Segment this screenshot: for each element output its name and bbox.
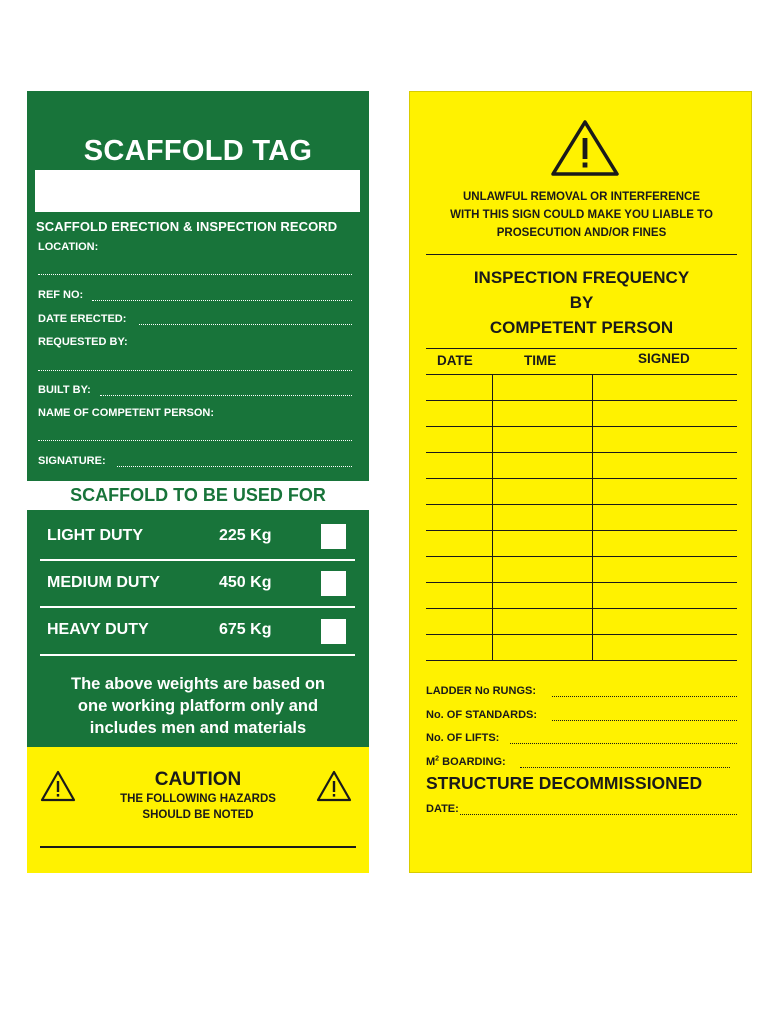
competent-person-label: NAME OF COMPETENT PERSON: xyxy=(38,407,215,419)
requested-by-label: REQUESTED BY: xyxy=(38,336,128,348)
ladder-rungs-line xyxy=(552,696,737,697)
divider xyxy=(40,559,355,561)
tag-title: SCAFFOLD TAG xyxy=(83,135,313,167)
ladder-rungs-label: LADDER No RUNGS: xyxy=(426,685,536,697)
divider xyxy=(426,348,737,349)
requested-by-line[interactable] xyxy=(38,370,352,371)
boarding-unit: M xyxy=(426,755,436,768)
standards-label: No. OF STANDARDS: xyxy=(426,709,538,721)
warning-line: WITH THIS SIGN COULD MAKE YOU LIABLE TO xyxy=(450,209,713,221)
removal-warning xyxy=(410,188,753,242)
table-row-line xyxy=(426,608,737,609)
heavy-duty-weight: 675 Kg xyxy=(219,621,272,638)
date-erected-line xyxy=(139,324,352,325)
location-line[interactable] xyxy=(38,274,352,275)
lifts-label: No. OF LIFTS: xyxy=(426,732,500,744)
warning-triangle-icon xyxy=(550,119,620,177)
warning-line: PROSECUTION AND/OR FINES xyxy=(496,227,667,239)
signature-line xyxy=(117,466,352,467)
heavy-duty-checkbox[interactable] xyxy=(321,619,346,644)
divider xyxy=(426,254,737,255)
scaffold-tag-front xyxy=(27,91,369,873)
table-row-line xyxy=(426,634,737,635)
inspection-table[interactable] xyxy=(426,374,737,661)
used-for-heading: SCAFFOLD TO BE USED FOR xyxy=(27,481,369,510)
table-row-line xyxy=(426,556,737,557)
table-column-line xyxy=(492,374,493,661)
weights-note-line: one working platform only and xyxy=(77,697,319,715)
frequency-line: BY xyxy=(569,293,594,312)
table-row-line xyxy=(426,478,737,479)
decommission-date-label: DATE: xyxy=(426,803,459,815)
competent-person-line[interactable] xyxy=(38,440,352,441)
tag-name-box[interactable] xyxy=(35,170,360,212)
light-duty-label: LIGHT DUTY xyxy=(47,527,143,544)
frequency-line: INSPECTION FREQUENCY xyxy=(473,268,690,287)
signature-label: SIGNATURE: xyxy=(38,455,106,467)
medium-duty-checkbox[interactable] xyxy=(321,571,346,596)
table-row-line xyxy=(426,504,737,505)
warning-triangle-icon xyxy=(316,770,352,802)
table-row-line xyxy=(426,400,737,401)
table-row-line xyxy=(426,374,737,375)
built-by-line xyxy=(100,395,352,396)
table-row-line xyxy=(426,660,737,661)
light-duty-weight: 225 Kg xyxy=(219,527,272,544)
table-column-line xyxy=(592,374,593,661)
medium-duty-weight: 450 Kg xyxy=(219,574,272,591)
divider xyxy=(40,654,355,656)
hazard-line: SHOULD BE NOTED xyxy=(142,809,254,821)
heavy-duty-label: HEAVY DUTY xyxy=(47,621,149,638)
weights-note xyxy=(27,673,369,739)
table-row-line xyxy=(426,582,737,583)
frequency-line: COMPETENT PERSON xyxy=(489,318,674,337)
caution-section xyxy=(27,747,369,873)
lifts-line xyxy=(510,743,737,744)
medium-duty-label: MEDIUM DUTY xyxy=(47,574,160,591)
ref-no-label: REF NO: xyxy=(38,289,84,301)
hazard-line: THE FOLLOWING HAZARDS xyxy=(120,793,276,805)
boarding-line xyxy=(520,767,730,768)
boarding-label xyxy=(426,756,506,768)
date-column-header: DATE xyxy=(437,353,473,368)
signed-column-header: SIGNED xyxy=(638,351,690,366)
record-subtitle: SCAFFOLD ERECTION & INSPECTION RECORD xyxy=(36,219,338,234)
table-row-line xyxy=(426,426,737,427)
date-erected-label: DATE ERECTED: xyxy=(38,313,127,325)
table-row-line xyxy=(426,530,737,531)
standards-line xyxy=(552,720,737,721)
divider xyxy=(40,606,355,608)
built-by-label: BUILT BY: xyxy=(38,384,91,396)
hazard-entry-line[interactable] xyxy=(40,846,356,848)
boarding-unit-exponent: 2 xyxy=(435,755,440,762)
warning-line: UNLAWFUL REMOVAL OR INTERFERENCE xyxy=(462,191,701,203)
decommission-date-line xyxy=(460,814,737,815)
structure-decommissioned-heading: STRUCTURE DECOMMISSIONED xyxy=(426,773,703,793)
light-duty-checkbox[interactable] xyxy=(321,524,346,549)
weights-note-line: includes men and materials xyxy=(89,719,307,737)
inspection-frequency-heading xyxy=(410,265,753,340)
weights-note-line: The above weights are based on xyxy=(71,675,325,693)
table-row-line xyxy=(426,452,737,453)
scaffold-tag-back xyxy=(409,91,752,873)
location-label: LOCATION: xyxy=(38,241,99,253)
boarding-field[interactable] xyxy=(426,755,738,768)
ref-no-line xyxy=(92,300,352,301)
caution-title: CAUTION xyxy=(154,769,242,790)
boarding-text: BOARDING: xyxy=(439,755,506,768)
time-column-header: TIME xyxy=(524,353,557,368)
